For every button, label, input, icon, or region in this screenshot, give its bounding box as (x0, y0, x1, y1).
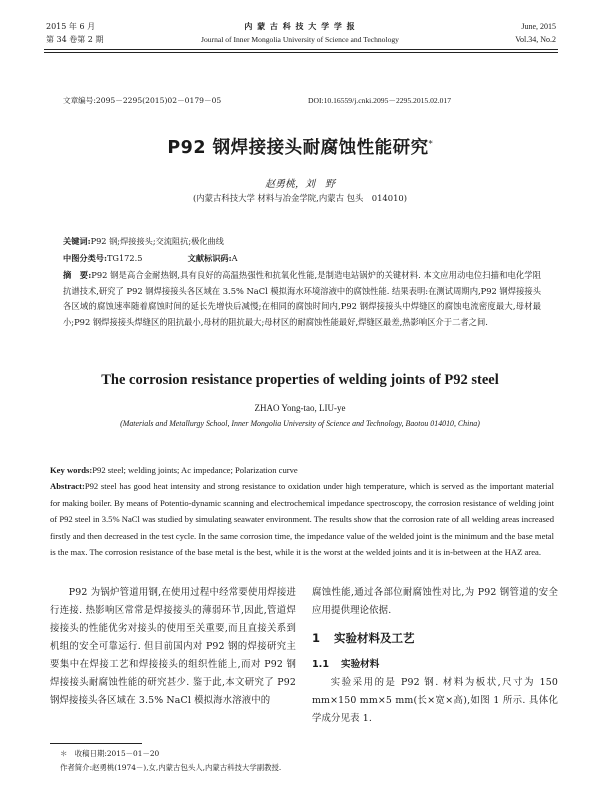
section-1-1-title: 实验材料 (341, 659, 380, 670)
title-cn-block (0, 134, 600, 159)
title-cn: P92 钢焊接接头耐腐蚀性能研究 (167, 138, 429, 158)
keywords-cn-label: 关键词: (63, 236, 91, 246)
body-right-continuation: 腐蚀性能,通过各部位耐腐蚀性对比,为 P92 钢管道的安全应用提供理论依据. (312, 587, 558, 616)
header-issue-en: Vol.34, No.2 (515, 35, 556, 44)
doi: DOI:10.16559/j.cnki.2095－2295.2015.02.017 (308, 96, 452, 105)
clc-label: 中图分类号: (63, 253, 107, 263)
header-rule-top (44, 49, 558, 50)
abstract-cn-text: P92 钢是高合金耐热钢,具有良好的高温热强性和抗氧化性能,是制造电站锅炉的关键材料. 本文应用动电位扫描和电化学阻抗谱技术,研究了 P92 钢焊接接头各区域在 3.5% NaCl 模拟海水环境溶液中的腐蚀性能. 结果表明:在测试周期内,P92 钢焊接接头各区域的腐蚀速率随着腐蚀时间的延长先增快后减慢;在相同的腐蚀时间内,P92 钢焊接接头中焊缝区的腐蚀电流密度最大,母材最小;P92 钢焊接接头焊缝区的阻抗最小,母材的阻抗最大;母材区的耐腐蚀性能最好,焊缝区最差,热影响区介于二者之间. (63, 270, 541, 327)
footnote-received: ＊ 收稿日期:2015－01－20 (60, 749, 160, 758)
affiliation-en: (Materials and Metallurgy School, Inner Mongolia University of Science and Technology, Baotou 014010, China) (120, 419, 480, 428)
section-1-1-number: 1.1 (312, 659, 329, 670)
classification-line (63, 253, 238, 264)
header-journal-cn: 内 蒙 古 科 技 大 学 学 报 (244, 21, 356, 31)
keywords-en-text: P92 steel; welding joints; Ac impedance; Polarization curve (92, 465, 298, 475)
abstract-cn-label: 摘 要: (63, 270, 92, 280)
abstract-en-label: Abstract: (50, 481, 85, 491)
title-en: The corrosion resistance properties of welding joints of P92 steel (101, 372, 499, 388)
section-1-1-heading (312, 656, 379, 670)
body-intro: P92 为锅炉管道用钢,在使用过程中经常要使用焊接进行连接. 热影响区常常是焊接接头的薄弱环节,因此,管道焊接接头的性能优劣对接头的使用至关重要,而且直接关系到机组的安全可靠运行. 但目前国内对 P92 钢的焊接研究主要集中在焊接工艺和焊接接头的组织性能上,而对 P92 钢焊接接头耐腐蚀性能的研究甚少. 鉴于此,本文研究了 P92 钢焊接接头各区域在 3.5% NaCl 模拟海水溶液中的 (50, 587, 296, 706)
header-rule-bottom (44, 52, 558, 53)
authors-cn: 赵勇桃，刘 野 (265, 179, 335, 190)
section-1-heading (312, 630, 415, 646)
clc-value: TG172.5 (106, 253, 143, 263)
footnote-rule (50, 743, 142, 744)
header-issue-cn: 第 34 卷第 2 期 (46, 35, 104, 44)
keywords-en-label: Key words: (50, 465, 93, 475)
material-paragraph: 实验采用的是 P92 钢. 材料为板状,尺寸为 150 mm×150 mm×5 mm(长×宽×高),如图 1 所示. 具体化学成分见表 1. (312, 677, 558, 724)
header-journal-en: Journal of Inner Mongolia University of Science and Technology (201, 35, 399, 44)
abstract-en (50, 478, 554, 561)
section-1-number: 1 (312, 631, 321, 645)
authors-en: ZHAO Yong-tao, LIU-ye (254, 403, 346, 413)
keywords-en (50, 462, 298, 479)
title-footnote-mark: * (428, 139, 433, 149)
header-date-cn: 2015 年 6 月 (46, 22, 96, 31)
article-number: 文章编号:2095－2295(2015)02－0179－05 (63, 96, 222, 105)
abstract-cn (63, 268, 541, 330)
header-date-en: June, 2015 (521, 22, 556, 31)
keywords-cn-text: P92 钢;焊接接头;交流阻抗;极化曲线 (90, 236, 224, 246)
keywords-cn (63, 236, 224, 247)
abstract-en-text: P92 steel has good heat intensity and strong resistance to oxidation under high temperature, which is served as the important material for making boiler. By means of Potentio-dynamic scanning and electrochemical impedance spectroscopy, the corrosion resistance of welding joint of P92 steel in 3.5% NaCl was studied by simulating seawater environment. The results show that the corrosion rate of all welding areas increased firstly and then decreased in the test cycle. In the same corrosion time, the impedance value of the welded joint is the minimum and the base metal is the max. The corrosion resistance of the base metal is the best, while it is the worst at the welded joints and it is in-between at the HAZ area. (50, 481, 554, 558)
footnote-author-info: 作者简介:赵勇桃(1974－),女,内蒙古包头人,内蒙古科技大学副教授. (60, 763, 282, 772)
section-1-title: 实验材料及工艺 (334, 631, 415, 645)
doc-code-label: 文献标识码: (187, 253, 232, 263)
affiliation-cn: (内蒙古科技大学 材料与冶金学院,内蒙古 包头 014010) (193, 193, 407, 203)
doc-code-value: A (231, 253, 238, 263)
